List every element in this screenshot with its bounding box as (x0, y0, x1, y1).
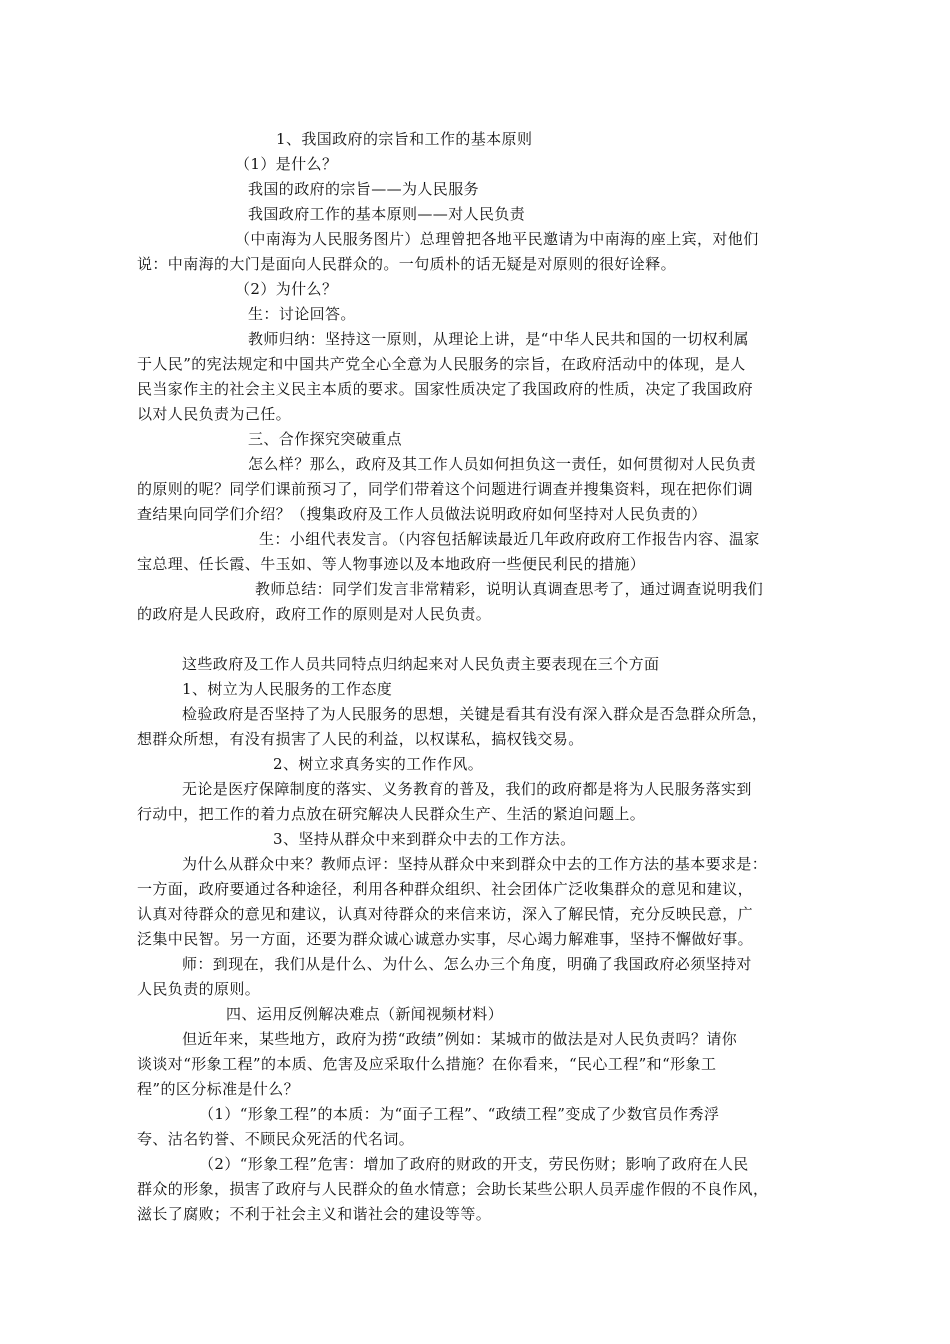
text-line: 我国政府工作的基本原则——对人民负责 (248, 205, 526, 223)
text-line: 的政府是人民政府，政府工作的原则是对人民负责。 (137, 605, 492, 623)
text-line: 我国的政府的宗旨——为人民服务 (248, 180, 480, 198)
text-line: （1）“形象工程”的本质：为“面子工程”、“政绩工程”变成了少数官员作秀浮 (199, 1105, 720, 1123)
subheading-2: 2、树立求真务实的工作作风。 (273, 755, 484, 773)
text-line: 查结果向同学们介绍？（搜集政府及工作人员做法说明政府如何坚持对人民负责的） (137, 505, 707, 523)
question-why: （2）为什么？ (235, 280, 338, 298)
text-line: 检验政府是否坚持了为人民服务的思想，关键是看其有没有深入群众是否急群众所急， (182, 705, 768, 723)
text-line: 滋长了腐败；不利于社会主义和谐社会的建设等等。 (137, 1205, 492, 1223)
text-line: 以对人民负责为己任。 (137, 405, 292, 423)
text-line: 但近年来，某些地方，政府为捞“政绩”例如：某城市的做法是对人民负责吗？请你 (182, 1030, 738, 1048)
text-line: 于人民”的宪法规定和中国共产党全心全意为人民服务的宗旨，在政府活动中的体现，是人 (137, 355, 746, 373)
text-line: 宝总理、任长霞、牛玉如、等人物事迹以及本地政府一些便民利民的措施） (137, 555, 646, 573)
text-line: 程”的区分标准是什么？ (137, 1080, 300, 1098)
text-line: 为什么从群众中来？教师点评：坚持从群众中来到群众中去的工作方法的基本要求是： (182, 855, 768, 873)
text-line: 谈谈对“形象工程”的本质、危害及应采取什么措施？在你看来，“民心工程”和“形象工 (137, 1055, 717, 1073)
text-line: 行动中，把工作的着力点放在研究解决人民群众生产、生活的紧迫问题上。 (137, 805, 646, 823)
subheading-3: 3、坚持从群众中来到群众中去的工作方法。 (273, 830, 576, 848)
section-heading-1: 1、我国政府的宗旨和工作的基本原则 (276, 130, 533, 148)
text-line: 说：中南海的大门是面向人民群众的。一句质朴的话无疑是对原则的很好诠释。 (137, 255, 677, 273)
text-line: 一方面，政府要通过各种途径，利用各种群众组织、社会团体广泛收集群众的意见和建议， (137, 880, 754, 898)
subheading-1: 1、树立为人民服务的工作态度 (182, 680, 393, 698)
section-heading-4: 四、运用反例解决难点（新闻视频材料） (226, 1005, 504, 1023)
text-line: 认真对待群众的意见和建议，认真对待群众的来信来访，深入了解民情，充分反映民意，广 (137, 905, 754, 923)
text-line: 夸、沽名钓誉、不顾民众死活的代名词。 (137, 1130, 415, 1148)
text-line: 师：到现在，我们从是什么、为什么、怎么办三个角度，明确了我国政府必须坚持对 (182, 955, 752, 973)
text-line: 人民负责的原则。 (137, 980, 261, 998)
text-line: 无论是医疗保障制度的落实、义务教育的普及，我们的政府都是将为人民服务落实到 (182, 780, 752, 798)
text-line: 的原则的呢？同学们课前预习了，同学们带着这个问题进行调查并搜集资料，现在把你们调 (137, 480, 754, 498)
text-line: 教师总结：同学们发言非常精彩，说明认真调查思考了，通过调查说明我们 (255, 580, 764, 598)
text-line: 这些政府及工作人员共同特点归纳起来对人民负责主要表现在三个方面 (182, 655, 660, 673)
text-line: 想群众所想，有没有损害了人民的利益，以权谋私，搞权钱交易。 (137, 730, 584, 748)
text-line: （中南海为人民服务图片）总理曾把各地平民邀请为中南海的座上宾，对他们 (235, 230, 759, 248)
text-line: 教师归纳：坚持这一原则，从理论上讲，是“中华人民共和国的一切权利属 (248, 330, 749, 348)
text-line: 泛集中民智。另一方面，还要为群众诚心诚意办实事，尽心竭力解难事，坚持不懈做好事。 (137, 930, 754, 948)
text-line: 生：小组代表发言。（内容包括解读最近几年政府政府工作报告内容、温家 (259, 530, 760, 548)
text-line: （2）“形象工程”危害：增加了政府的财政的开支，劳民伤财；影响了政府在人民 (199, 1155, 749, 1173)
section-heading-3: 三、合作探究突破重点 (248, 430, 403, 448)
text-line: 群众的形象，损害了政府与人民群众的鱼水情意；会助长某些公职人员弄虚作假的不良作风， (137, 1180, 769, 1198)
text-line: 民当家作主的社会主义民主本质的要求。国家性质决定了我国政府的性质，决定了我国政府 (137, 380, 754, 398)
text-line: 怎么样？那么，政府及其工作人员如何担负这一责任，如何贯彻对人民负责 (248, 455, 757, 473)
question-what: （1）是什么？ (235, 155, 338, 173)
text-line: 生：讨论回答。 (248, 305, 356, 323)
